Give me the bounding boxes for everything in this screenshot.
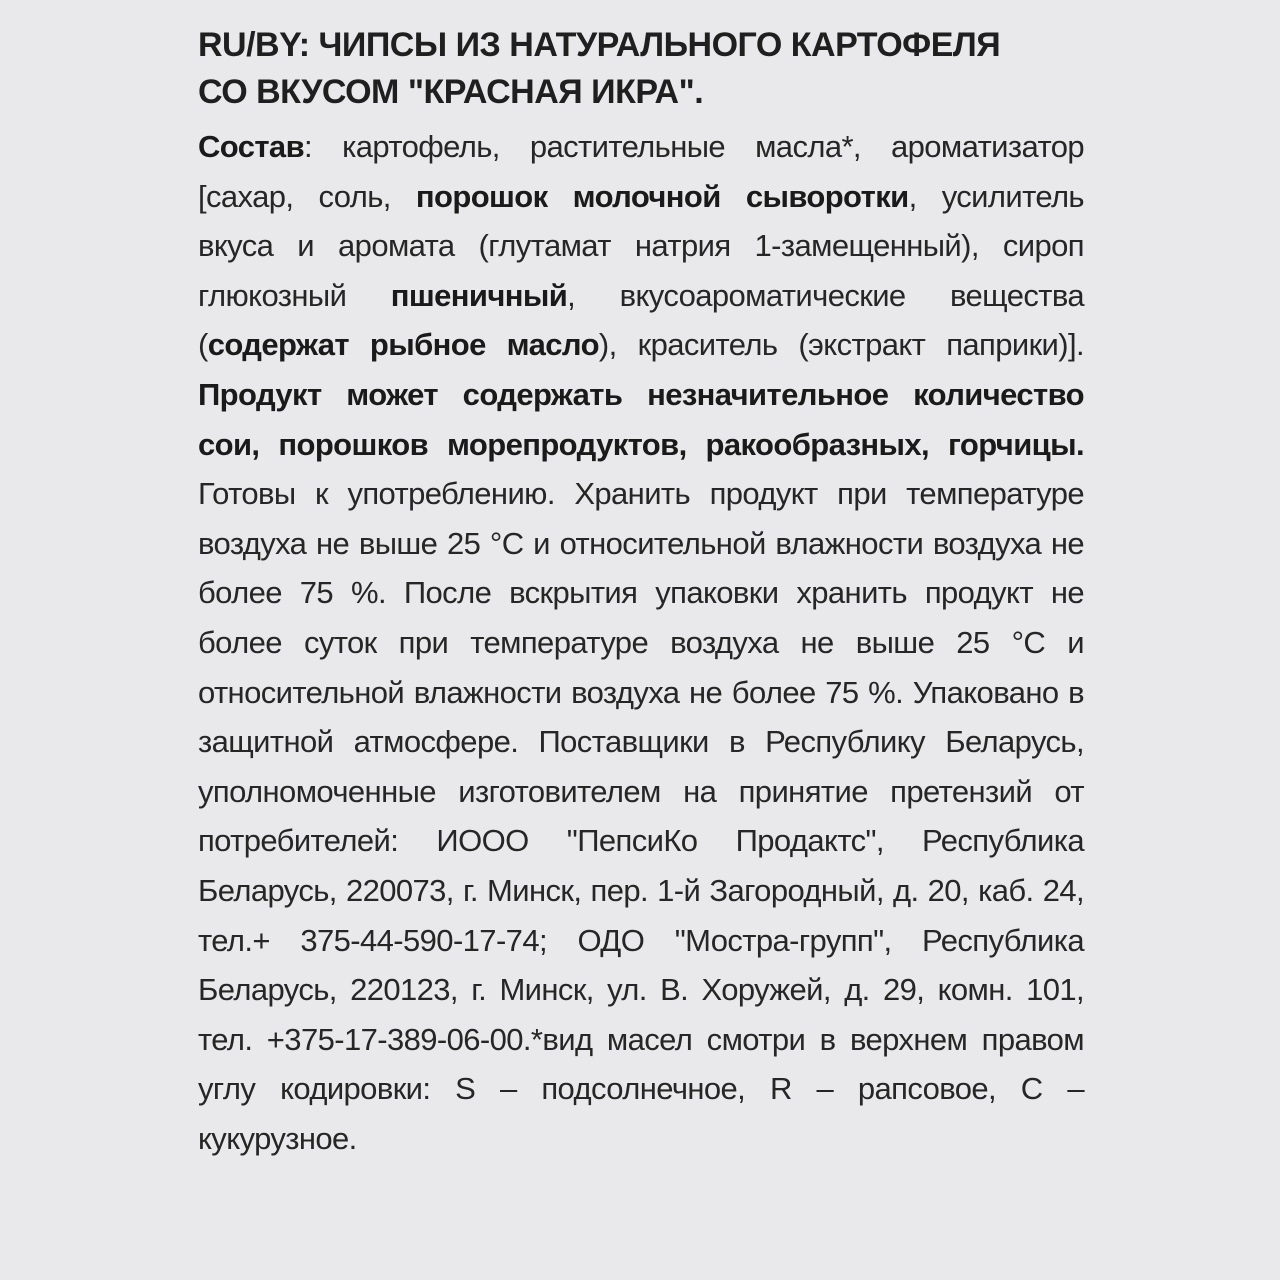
composition-text-4: ), краситель (экстракт паприки)]. [598, 327, 1084, 363]
allergen-whey-powder: порошок молочной сыворотки [415, 178, 909, 214]
allergen-wheat: пшеничный [390, 277, 568, 313]
product-title-line-1: RU/BY: ЧИПСЫ ИЗ НАТУРАЛЬНОГО КАРТОФЕЛЯ [198, 26, 1001, 64]
product-title [198, 22, 1084, 116]
product-label [198, 22, 1084, 1163]
composition-text-1: : картофель, растительные масла*, ароматизатор [сахар, соль, [198, 129, 1084, 214]
composition-text-3: , вкусоароматические вещества ( [198, 277, 1085, 363]
composition-heading: Состав [198, 129, 305, 164]
storage-and-supplier-info: Готовы к употреблению. Хранить продукт при температуре воздуха не выше 25 °С и относительной влажности воздуха не более 75 %. После вскрытия упаковки хранить продукт не более суток при температуре воздуха не выше 25 °С и относительной влажности воздуха не более 75 %. Упаковано в защитной атмосфере. Поставщики в Республику Беларусь, уполномоченные изготовителем на принятие претензий от потребителей: ИООО "ПепсиКо Продактс", Республика Беларусь, 220073, г. Минск, пер. 1-й Загородный, д. 20, каб. 24, тел.+ 375-44-590-17-74; ОДО "Мостра-групп", Республика Беларусь, 220123, г. Минск, ул. В. Хоружей, д. 29, комн. 101, тел. +375-17-389-06-00.*вид масел смотри в верхнем правом углу кодировки: S – подсолнечное, R – рапсовое, С – кукурузное. [198, 476, 1084, 1156]
composition-paragraph [198, 122, 1084, 1163]
allergen-fish-oil: содержат рыбное масло [207, 327, 599, 363]
composition-text-2: , усилитель вкуса и аромата (глутамат натрия 1-замещенный), сироп глюкозный [198, 178, 1084, 313]
product-title-line-2: СО ВКУСОМ "КРАСНАЯ ИКРА". [198, 73, 704, 111]
allergen-warning: Продукт может содержать незначительное количество сои, порошков морепродуктов, ракообразных, горчицы. [198, 376, 1084, 462]
